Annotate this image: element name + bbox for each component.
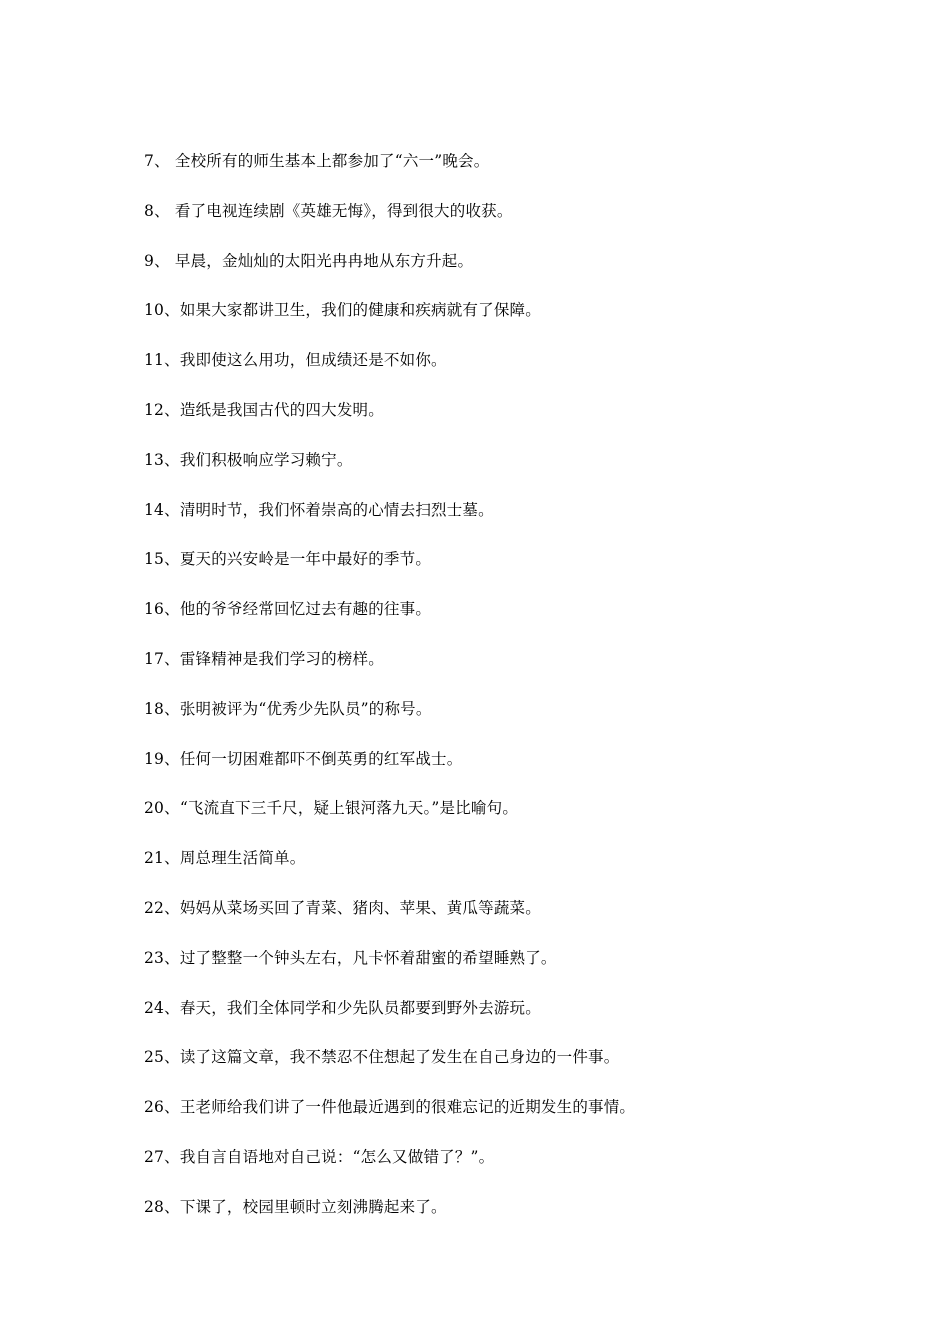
list-item <box>144 843 864 893</box>
list-item <box>144 1092 864 1142</box>
list-item <box>144 793 864 843</box>
item-separator: 、 <box>164 500 180 519</box>
item-separator: 、 <box>164 550 180 569</box>
item-number: 11 <box>144 351 165 370</box>
list-item <box>144 345 864 395</box>
item-number: 27 <box>144 1147 165 1166</box>
item-separator: 、 <box>154 152 175 170</box>
list-item <box>144 295 864 345</box>
item-separator: 、 <box>164 699 180 718</box>
item-number: 23 <box>144 948 165 967</box>
item-sentence: 早晨，金灿灿的太阳光冉冉地从东方升起。 <box>174 251 474 270</box>
item-sentence: 清明时节，我们怀着崇高的心情去扫烈士墓。 <box>179 500 494 519</box>
list-item <box>144 196 864 246</box>
item-sentence: 张明被评为“优秀少先队员”的称号。 <box>179 699 432 718</box>
item-sentence: 雷锋精神是我们学习的榜样。 <box>179 649 384 668</box>
list-item <box>144 395 864 445</box>
item-sentence: 我们积极响应学习赖宁。 <box>179 450 353 469</box>
item-sentence: 周总理生活简单。 <box>179 849 306 868</box>
item-sentence: “飞流直下三千尺，疑上银河落九天。”是比喻句。 <box>179 799 519 818</box>
list-item <box>144 1192 864 1242</box>
sentence-list <box>144 146 864 1242</box>
item-separator: 、 <box>164 1147 180 1166</box>
item-number: 20 <box>144 799 165 818</box>
item-sentence: 读了这篇文章，我不禁忍不住想起了发生在自己身边的一件事。 <box>179 1048 620 1067</box>
list-item <box>144 893 864 943</box>
item-number: 15 <box>144 550 165 569</box>
list-item <box>144 1042 864 1092</box>
item-number: 8 <box>144 201 155 220</box>
item-number: 7 <box>144 152 155 170</box>
list-item <box>144 943 864 993</box>
item-separator: 、 <box>164 849 180 868</box>
list-item <box>144 495 864 545</box>
item-sentence: 王老师给我们讲了一件他最近遇到的很难忘记的近期发生的事情。 <box>179 1098 636 1117</box>
list-item <box>144 594 864 644</box>
item-separator: 、 <box>164 400 180 419</box>
item-number: 18 <box>144 699 165 718</box>
item-sentence: 下课了，校园里顿时立刻沸腾起来了。 <box>179 1197 447 1216</box>
item-number: 26 <box>144 1098 165 1117</box>
item-sentence: 我即使这么用功，但成绩还是不如你。 <box>179 351 447 370</box>
item-sentence: 夏天的兴安岭是一年中最好的季节。 <box>179 550 432 569</box>
list-item <box>144 246 864 296</box>
list-item <box>144 644 864 694</box>
item-number: 19 <box>144 749 165 768</box>
item-separator: 、 <box>164 450 180 469</box>
list-item <box>144 993 864 1043</box>
item-separator: 、 <box>154 201 175 220</box>
item-separator: 、 <box>164 998 180 1017</box>
item-sentence: 他的爷爷经常回忆过去有趣的往事。 <box>179 600 432 619</box>
item-number: 9 <box>144 251 155 270</box>
item-separator: 、 <box>164 749 180 768</box>
item-sentence: 春天，我们全体同学和少先队员都要到野外去游玩。 <box>179 998 541 1017</box>
item-number: 24 <box>144 998 165 1017</box>
item-separator: 、 <box>164 600 180 619</box>
item-separator: 、 <box>164 948 180 967</box>
item-separator: 、 <box>164 301 180 320</box>
list-item <box>144 445 864 495</box>
item-number: 16 <box>144 600 165 619</box>
list-item <box>144 1142 864 1192</box>
item-sentence: 过了整整一个钟头左右，凡卡怀着甜蜜的希望睡熟了。 <box>179 948 557 967</box>
item-number: 21 <box>144 849 165 868</box>
item-separator: 、 <box>164 1197 180 1216</box>
item-sentence: 全校所有的师生基本上都参加了“六一”晚会。 <box>174 152 490 170</box>
item-number: 14 <box>144 500 165 519</box>
item-sentence: 造纸是我国古代的四大发明。 <box>179 400 384 419</box>
item-number: 28 <box>144 1197 165 1216</box>
list-item <box>144 694 864 744</box>
item-sentence: 如果大家都讲卫生，我们的健康和疾病就有了保障。 <box>179 301 541 320</box>
item-separator: 、 <box>164 799 180 818</box>
item-number: 22 <box>144 898 165 917</box>
item-number: 10 <box>144 301 165 320</box>
item-separator: 、 <box>154 251 175 270</box>
item-separator: 、 <box>164 898 180 917</box>
item-number: 12 <box>144 400 165 419</box>
item-sentence: 任何一切困难都吓不倒英勇的红军战士。 <box>179 749 463 768</box>
item-separator: 、 <box>164 351 180 370</box>
item-sentence: 看了电视连续剧《英雄无悔》，得到很大的收获。 <box>174 201 513 220</box>
item-sentence: 我自言自语地对自己说：“怎么又做错了？”。 <box>179 1147 495 1166</box>
list-item <box>144 544 864 594</box>
item-number: 13 <box>144 450 165 469</box>
item-sentence: 妈妈从菜场买回了青菜、猪肉、苹果、黄瓜等蔬菜。 <box>179 898 541 917</box>
item-separator: 、 <box>164 1098 180 1117</box>
item-number: 17 <box>144 649 165 668</box>
item-separator: 、 <box>164 649 180 668</box>
item-separator: 、 <box>164 1048 180 1067</box>
list-item <box>144 146 864 196</box>
item-number: 25 <box>144 1048 165 1067</box>
list-item <box>144 744 864 794</box>
